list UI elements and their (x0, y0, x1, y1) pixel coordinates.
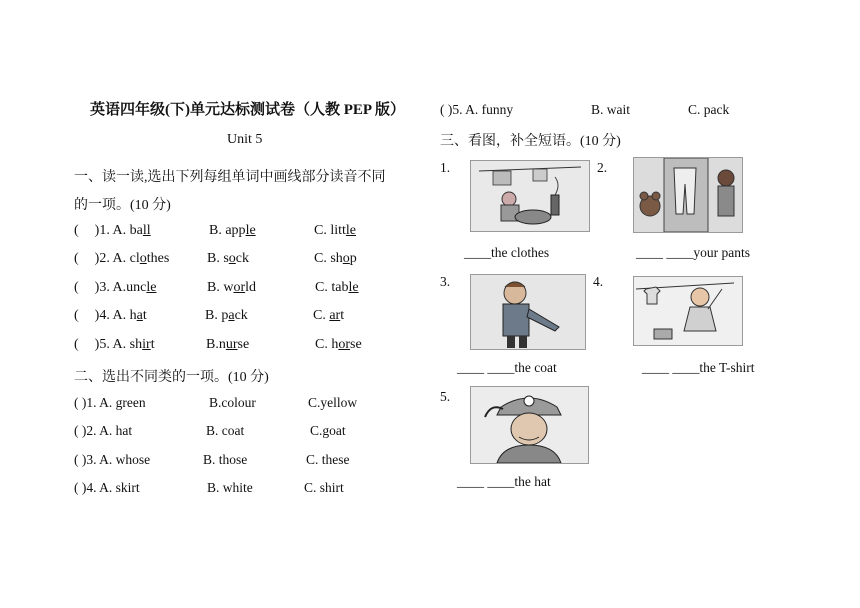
underlined-part: le (245, 223, 256, 238)
option-c-text: C. tab (315, 280, 349, 295)
question-row (74, 251, 169, 267)
unit-label: Unit 5 (227, 132, 263, 147)
option-b-text: ld (245, 280, 257, 295)
question-row (74, 308, 147, 324)
boy-washing-clothes-icon (470, 160, 590, 232)
answer-paren[interactable]: ( (74, 308, 79, 323)
option-a-text: thes (146, 251, 170, 266)
option-b-text: se (237, 337, 250, 352)
option-b-text: ck (234, 308, 248, 323)
option-b-text: B. p (205, 308, 229, 323)
girl-hanging-tshirt-icon (634, 277, 742, 345)
boy-hanging-pants-icon (634, 158, 742, 232)
man-taking-off-hat-icon (470, 386, 589, 464)
item-number: 2. (597, 160, 608, 175)
phrase-text: ____the clothes (464, 245, 550, 260)
section3-heading: 三、看图，补全短语。(10 分) (440, 134, 621, 149)
question-row[interactable]: ( )2. A. hat (74, 423, 133, 438)
item-number: 4. (593, 274, 604, 289)
question-row[interactable]: ( )4. A. skirt (74, 480, 140, 495)
option-c-text: p (349, 251, 357, 266)
underlined-part: a (228, 308, 235, 323)
question-row[interactable]: ( )5. A. funny (440, 102, 514, 117)
option-b: B. white (207, 480, 253, 495)
underlined-part: o (139, 251, 147, 266)
phrase-text: ____ ____the hat (457, 474, 551, 489)
answer-paren[interactable]: ( (74, 251, 79, 266)
option-c-text: C. litt (314, 223, 346, 238)
question-row[interactable]: ( )1. A. green (74, 395, 146, 410)
question-row (74, 223, 151, 239)
underlined-part: ir (142, 337, 151, 352)
underlined-part: ur (225, 337, 238, 352)
question-number: )4. A. (94, 308, 130, 323)
question-number: )2. A. (94, 251, 130, 266)
phrase-text: ____ ____the T-shirt (642, 360, 755, 375)
underlined-part: o (228, 251, 236, 266)
option-a-text: cl (129, 251, 140, 266)
question-row (74, 337, 155, 353)
option-b: B. coat (206, 423, 245, 438)
option-b (205, 308, 248, 324)
option-c (313, 308, 344, 324)
page-title: 英语四年级(下)单元达标测试卷（人教 PEP 版） (90, 102, 405, 118)
question-number: )1. A. (94, 223, 130, 238)
answer-paren[interactable]: ( (74, 337, 79, 352)
item-number: 1. (440, 160, 451, 175)
phrase-text: ____ ____the coat (457, 360, 557, 375)
boy-putting-on-coat-icon (471, 275, 585, 349)
option-c: C. these (306, 452, 350, 467)
underlined-part: or (338, 337, 351, 352)
question-number: )3. A. (94, 280, 127, 295)
option-b (207, 251, 249, 267)
underlined-part: le (345, 223, 357, 238)
option-b (206, 337, 249, 353)
option-a-text: ba (129, 223, 143, 238)
option-b-text: B. w (207, 280, 234, 295)
option-a-text: t (142, 308, 147, 323)
option-c-text: se (350, 337, 362, 352)
option-b: B. those (203, 452, 248, 467)
underlined-part: le (146, 280, 157, 295)
item-number: 3. (440, 274, 451, 289)
answer-paren[interactable]: ( (74, 223, 79, 238)
underlined-part: or (233, 280, 246, 295)
option-c-text: C. sh (314, 251, 343, 266)
option-b-text: ck (235, 251, 250, 266)
boy-washing-clothes-icon (471, 161, 589, 231)
underlined-part: ll (142, 223, 151, 238)
option-c-text: C. h (315, 337, 339, 352)
option-c-text: t (340, 308, 345, 323)
boy-putting-on-coat-icon (470, 274, 586, 350)
section1-heading: 一、读一读,选出下列每组单词中画线部分读音不同 (74, 170, 386, 185)
underlined-part: a (136, 308, 143, 323)
underlined-part: ar (329, 308, 341, 323)
item-number: 5. (440, 389, 451, 404)
option-a-text: h (129, 308, 137, 323)
underlined-part: le (348, 280, 359, 295)
option-a-text: unc (126, 280, 147, 295)
option-c (314, 223, 356, 239)
option-a-text: t (150, 337, 155, 352)
girl-hanging-tshirt-icon (633, 276, 743, 346)
question-row (74, 280, 157, 296)
option-b (207, 280, 256, 296)
option-c (315, 280, 359, 296)
man-taking-off-hat-icon (471, 387, 588, 463)
option-c-text: C. (313, 308, 330, 323)
option-c: C. pack (688, 102, 730, 117)
question-row[interactable]: ( )3. A. whose (74, 452, 151, 467)
option-c: C.goat (310, 423, 346, 438)
answer-paren[interactable]: ( (74, 280, 79, 295)
question-number: )5. A. (94, 337, 130, 352)
option-b: B. wait (591, 102, 630, 117)
option-b-text: B.n (206, 337, 226, 352)
section2-heading: 二、选出不同类的一项。(10 分) (74, 370, 269, 385)
option-b-text: B. s (207, 251, 229, 266)
section1-heading-cont: 的一项。(10 分) (74, 198, 171, 213)
option-a-text: sh (129, 337, 143, 352)
underlined-part: o (342, 251, 350, 266)
boy-hanging-pants-icon (633, 157, 743, 233)
option-c (315, 337, 362, 353)
phrase-text: ____ ____your pants (636, 245, 750, 260)
option-b-text: B. app (209, 223, 246, 238)
option-c: C.yellow (308, 395, 358, 410)
option-c (314, 251, 357, 267)
option-c: C. shirt (304, 480, 344, 495)
option-b: B.colour (209, 395, 256, 410)
option-b (209, 223, 256, 239)
